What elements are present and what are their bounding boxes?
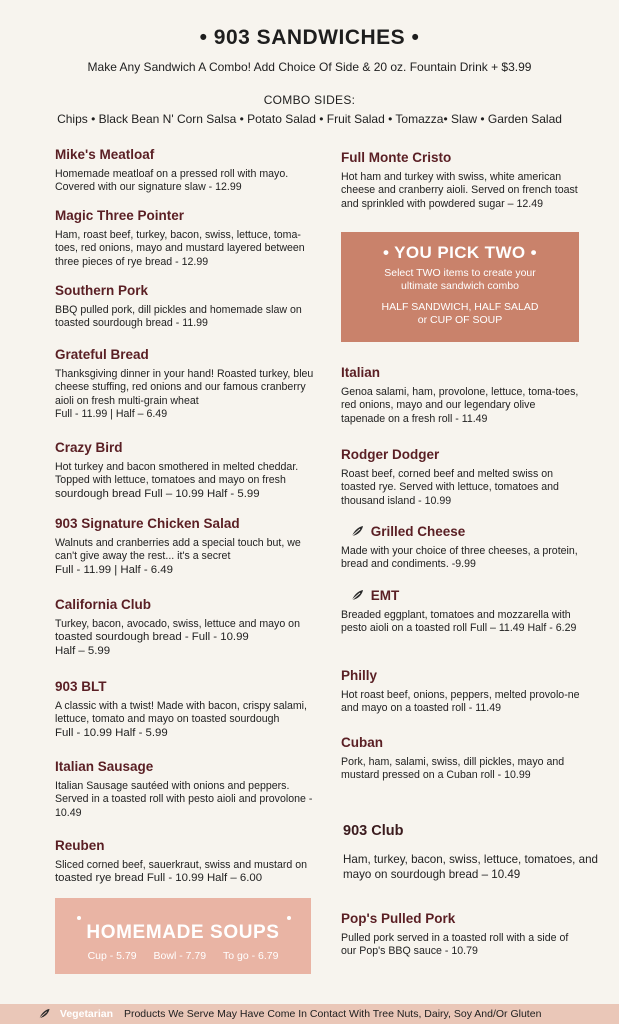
item-description [55, 461, 317, 501]
item-description: Pulled pork served in a toasted roll with a side of our Pop's BBQ sauce - 10.79 [341, 932, 569, 958]
item-name: Southern Pork [55, 283, 149, 298]
item-price-half: Half – 5.99 [55, 644, 111, 657]
combo-sides-list: Chips • Black Bean N' Corn Salsa • Potato Salad • Fruit Salad • Tomazza• Slaw • Garden Salad [57, 112, 562, 126]
item-name: Cuban [341, 735, 383, 750]
item-price: sourdough bread Full – 10.99 Half - 5.99 [55, 487, 260, 500]
menu-item-903-club [343, 823, 603, 882]
item-description-text: Turkey, bacon, avocado, swiss, lettuce and mayo on [55, 618, 300, 630]
item-name: California Club [55, 597, 152, 612]
pick-two-option: or CUP OF SOUP [417, 314, 503, 326]
item-price: toasted sourdough bread - Full - 10.99 [55, 631, 249, 644]
item-price: Full - 11.99 | Half - 6.49 [55, 563, 173, 576]
item-description-text: A classic with a twist! Made with bacon, crispy salami, lettuce, tomato and mayo on toasted sourdough [55, 700, 307, 726]
soups-prices [55, 950, 311, 962]
menu-item-philly [341, 667, 581, 716]
item-name: Rodger Dodger [341, 447, 440, 462]
menu-item-pops-pulled-pork [341, 910, 581, 959]
item-description: Made with your choice of three cheeses, a protein, bread and condiments. -9.99 [341, 545, 578, 571]
item-description [55, 368, 317, 422]
item-description [55, 859, 317, 886]
item-description: Breaded eggplant, tomatoes and mozzarella with pesto aioli on a toasted roll Full – 11.49 Half - 6.29 [341, 609, 577, 635]
item-price: Full - 11.99 | Half – 6.49 [55, 408, 168, 421]
soup-bowl-price: Bowl - 7.79 [153, 950, 207, 962]
item-description: Ham, turkey, bacon, swiss, lettuce, tomatoes, and mayo on sourdough bread – 10.49 [343, 853, 598, 881]
menu-item-mikes-meatloaf [55, 146, 317, 195]
item-name: EMT [370, 588, 400, 603]
item-name: Italian [341, 365, 381, 380]
item-description: Homemade meatloaf on a pressed roll with mayo. Covered with our signature slaw - 12.99 [55, 168, 289, 194]
menu-item-california-club [55, 596, 317, 658]
menu-item-italian [341, 364, 581, 426]
item-description-text: Thanksgiving dinner in your hand! Roasted turkey, bleu cheese stuffing, red onions and our famous cranberry aioli on fresh multi-grain wheat [55, 368, 314, 407]
menu-item-magic-three-pointer [55, 207, 317, 269]
allergen-footer [0, 1004, 619, 1024]
item-description [55, 537, 317, 577]
item-description [55, 700, 317, 740]
item-description-text: Sliced corned beef, sauerkraut, swiss and mustard on [55, 859, 308, 871]
menu-item-italian-sausage [55, 758, 317, 820]
menu-item-crazy-bird [55, 439, 317, 501]
menu-item-grilled-cheese [341, 523, 581, 572]
pick-two-option: HALF SANDWICH, HALF SALAD [381, 301, 539, 313]
item-name: Crazy Bird [55, 440, 123, 455]
item-name: 903 Club [343, 823, 404, 839]
item-description-text: Walnuts and cranberries add a special touch but, we can't give away the rest... it's a secret [55, 537, 301, 563]
item-name: Reuben [55, 838, 105, 853]
menu-item-cuban [341, 734, 581, 783]
item-description: Ham, roast beef, turkey, bacon, swiss, lettuce, toma-toes, red onions, mayo and mustard layered between three pieces of rye bread - 12.99 [55, 229, 305, 268]
item-name-row [341, 587, 581, 604]
allergen-note: Products We Serve May Have Come In Contact With Tree Nuts, Dairy, Soy And/Or Gluten [123, 1008, 542, 1020]
vegetarian-label: Vegetarian [59, 1008, 114, 1020]
leaf-icon [38, 1008, 51, 1019]
pick-two-title: • YOU PICK TWO • [383, 243, 537, 262]
item-name: Grateful Bread [55, 347, 149, 362]
menu-item-full-monte-cristo [341, 149, 581, 211]
item-description: Genoa salami, ham, provolone, lettuce, toma-toes, red onions, mayo and our legendary olive tapenade on a fresh roll - 11.49 [341, 386, 579, 425]
item-description [55, 618, 317, 658]
menu-item-903-blt [55, 678, 317, 740]
item-name: Philly [341, 668, 378, 683]
item-description: Hot roast beef, onions, peppers, melted provolo-ne and mayo on a toasted roll - 11.49 [341, 689, 580, 715]
combo-sides-heading: COMBO SIDES: [263, 93, 356, 107]
menu-item-rodger-dodger [341, 446, 581, 508]
item-name: 903 BLT [55, 679, 107, 694]
item-name: Full Monte Cristo [341, 150, 452, 165]
homemade-soups-box [55, 898, 311, 974]
decorative-dot [77, 916, 81, 920]
item-description: Hot ham and turkey with swiss, white american cheese and cranberry aioli. Served on french toast and sprinkled with powdered sugar – 12.49 [341, 171, 578, 210]
menu-title: • 903 SANDWICHES • [199, 26, 420, 49]
item-name: Grilled Cheese [370, 524, 466, 539]
item-price: toasted rye bread Full - 10.99 Half – 6.00 [55, 872, 263, 885]
menu-item-southern-pork [55, 282, 317, 331]
item-description: Pork, ham, salami, swiss, dill pickles, mayo and mustard pressed on a Cuban roll - 10.99 [341, 756, 565, 782]
menu-item-grateful-bread [55, 346, 317, 422]
you-pick-two-box [341, 232, 579, 342]
item-name: 903 Signature Chicken Salad [55, 516, 240, 531]
leaf-icon [351, 589, 364, 601]
item-description-text: Hot turkey and bacon smothered in melted cheddar. Topped with lettuce, tomatoes and mayo on fresh [55, 461, 299, 487]
combo-offer: Make Any Sandwich A Combo! Add Choice Of Side & 20 oz. Fountain Drink + $3.99 [87, 60, 532, 74]
item-description: BBQ pulled pork, dill pickles and homemade slaw on toasted sourdough bread - 11.99 [55, 304, 302, 330]
pick-two-line: ultimate sandwich combo [401, 280, 519, 292]
item-description: Italian Sausage sautéed with onions and peppers. Served in a toasted roll with pesto aioli and provolone - 10.49 [55, 780, 313, 819]
item-price: Full - 10.99 Half - 5.99 [55, 726, 168, 739]
leaf-icon [351, 525, 364, 537]
item-name: Mike's Meatloaf [55, 147, 155, 162]
decorative-dot [287, 916, 291, 920]
soup-cup-price: Cup - 5.79 [87, 950, 137, 962]
item-name: Magic Three Pointer [55, 208, 185, 223]
menu-item-emt [341, 587, 581, 636]
menu-item-reuben [55, 837, 317, 886]
item-name: Italian Sausage [55, 759, 154, 774]
item-name-row [341, 523, 581, 540]
item-name: Pop's Pulled Pork [341, 911, 456, 926]
menu-item-signature-chicken-salad [55, 515, 317, 577]
pick-two-line: Select TWO items to create your [384, 267, 536, 279]
item-description: Roast beef, corned beef and melted swiss on toasted rye. Served with lettuce, tomatoes and thousand island - 10.99 [341, 468, 559, 507]
soups-title: HOMEMADE SOUPS [86, 922, 280, 943]
soup-togo-price: To go - 6.79 [222, 950, 279, 962]
